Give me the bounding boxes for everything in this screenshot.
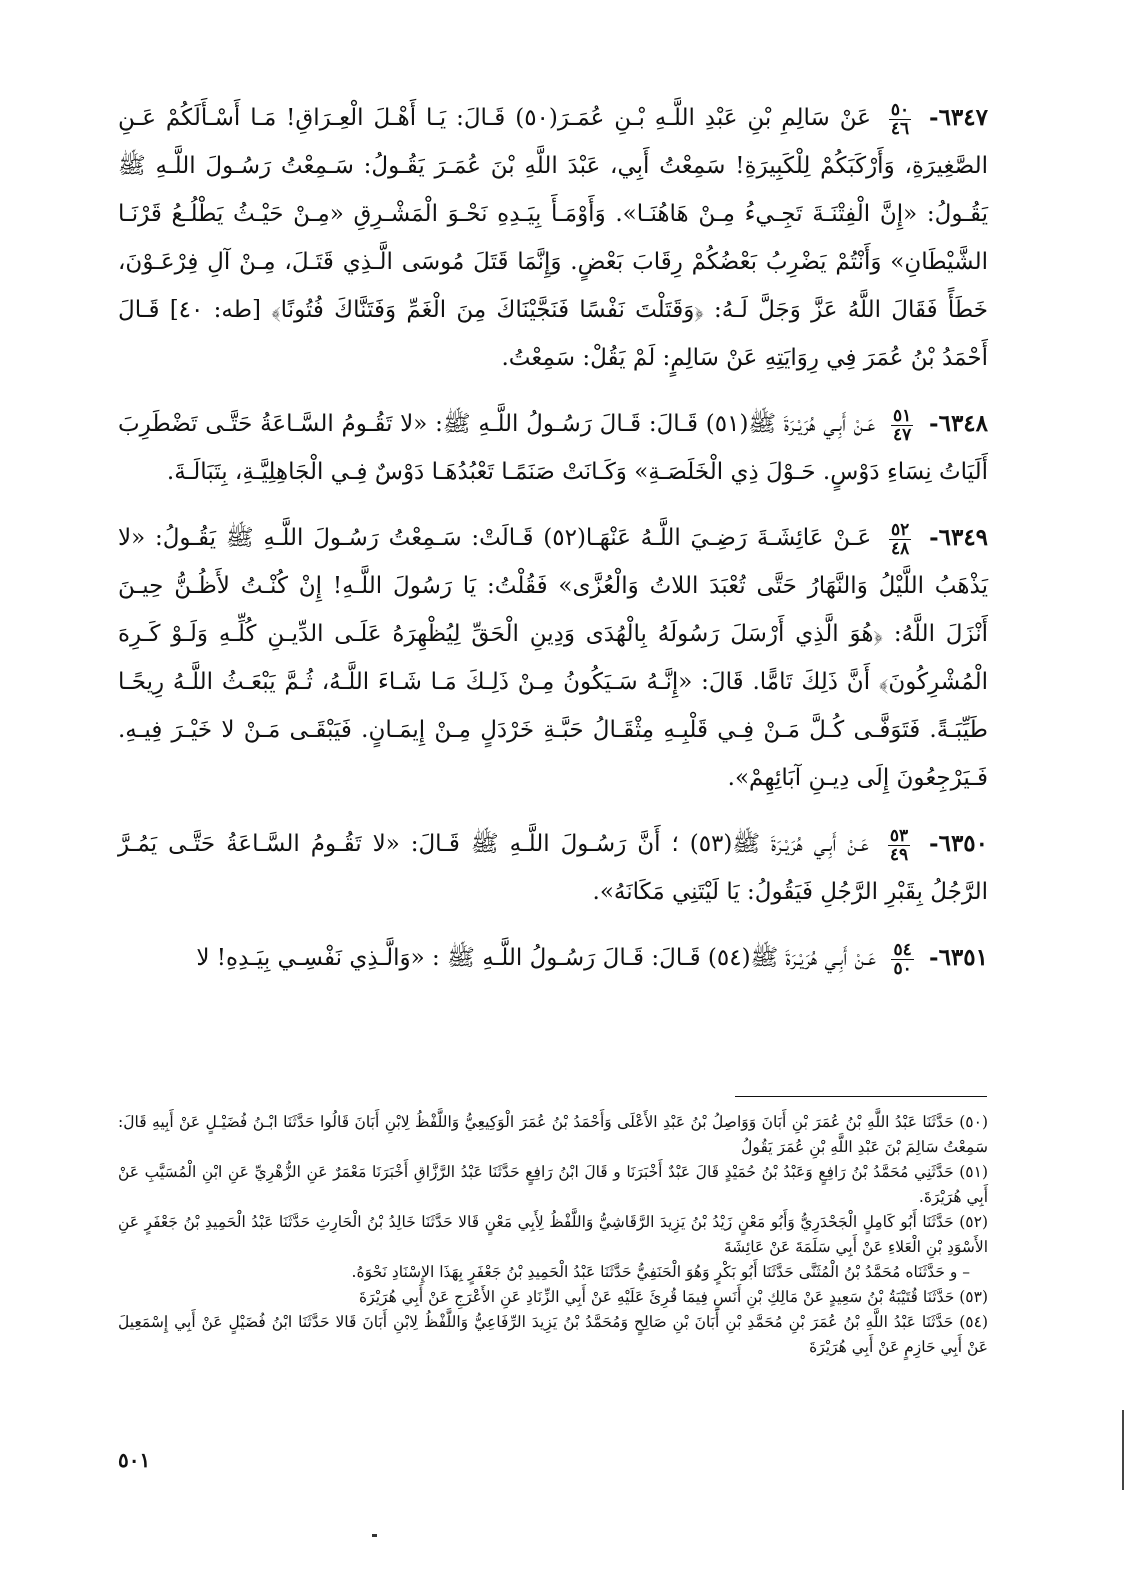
hadith-6349	[118, 514, 988, 802]
hadith-text: عَـنْ أَبِـي هُرَيْـرَةَ ﷺ(٥٣) ؛ أَنَّ رَسُـولَ اللَّـهِ ﷺ قَـالَ: «لا تَقُـومُ السَّـاعَةُ حَتَّـى يَمُـرَّ الرَّجُلُ بِقَبْرِ الرَّجُلِ فَيَقُولُ: يَا لَيْتَنِي مَكَانَهُ».	[118, 831, 988, 905]
footnotes	[118, 1110, 988, 1360]
hadith-body	[118, 94, 988, 1000]
hadith-reference: $\frac{٥٢}{٤٨}$	[891, 519, 910, 559]
hadith-text: عَـنْ أَبِـي هُرَيْـرَةَ ﷺ(٥١) قَـالَ: قَـالَ رَسُـولُ اللَّـهِ ﷺ: «لا تَقُـومُ السَّـاعَةُ حَتَّـى تَضْطَرِبَ أَلَيَاتُ نِسَاءِ دَوْسٍ. حَـوْلَ ذِي الْخَلَصَـةِ» وَكَـانَتْ صَنَمًـا تَعْبُدُهَـا دَوْسٌ فِـي الْجَاهِلِيَّـةِ، بِتَبَالَـةَ.	[118, 411, 988, 485]
hadith-6350	[118, 820, 988, 916]
hadith-number: ٦٣٥٠-	[929, 830, 989, 857]
hadith-text: عَـنْ عَائِشَـةَ رَضِـيَ اللَّـهُ عَنْهَـا(٥٢) قَـالَتْ: سَـمِعْتُ رَسُـولَ اللَّـهِ ﷺ يَقُـولُ: «لا يَذْهَبُ اللَّيْلُ وَالنَّهَارُ حَتَّى تُعْبَدَ اللاتُ وَالْعُزَّى» فَقُلْتُ: يَا رَسُولَ اللَّـهِ! إِنْ كُنْـتُ لأَظُـنُّ حِيـنَ أَنْزَلَ اللَّهُ: ﴿هُوَ الَّذِي أَرْسَلَ رَسُولَهُ بِالْهُدَى وَدِينِ الْحَقِّ لِيُظْهِرَهُ عَلَـى الدِّيـنِ كُلِّـهِ وَلَـوْ كَـرِهَ الْمُشْرِكُونَ﴾ أَنَّ ذَلِكَ تَامًّا. قَالَ: «إِنَّـهُ سَـيَكُونُ مِـنْ ذَلِـكَ مَـا شَـاءَ اللَّـهُ، ثُـمَّ يَبْعَـثُ اللَّـهُ رِيحًـا طَيِّبَـةً. فَتَوَفَّـى كُـلَّ مَـنْ فِـي قَلْبِـهِ مِثْقَـالُ حَبَّـةِ خَرْدَلٍ مِـنْ إِيمَـانٍ. فَيَبْقَـى مَـنْ لا خَيْـرَ فِيـهِ. فَـيَرْجِعُونَ إِلَى دِيـنِ آبَائِهِمْ».	[118, 525, 988, 791]
hadith-reference: $\frac{٥١}{٤٧}$	[893, 405, 912, 445]
page-number: ٥٠١	[118, 1448, 151, 1472]
hadith-reference: $\frac{٥٤}{٥٠}$	[893, 939, 912, 979]
hadith-reference: $\frac{٥٠}{٤٦}$	[890, 99, 910, 139]
hadith-6348	[118, 400, 988, 496]
footnote: – و حَدَّثَنَاه مُحَمَّدُ بْنُ الْمُثَنَّى حَدَّثَنَا أَبُو بَكْرٍ وَهُوَ الْحَنَفِيُّ حَدَّثَنَا عَبْدُ الْحَمِيدِ بْنُ جَعْفَرٍ بِهَذَا الإِسْنَادِ نَحْوَهُ.	[351, 1263, 970, 1281]
hadith-text: عَـنْ أَبِـي هُرَيْـرَةَ ﷺ(٥٤) قَـالَ: قَـالَ رَسُـولُ اللَّـهِ ﷺ : «وَالَّـذِي نَفْسِـي بِيَـدِهِ! لا	[196, 945, 877, 971]
footnote-separator	[735, 1096, 987, 1097]
footnote: (٥٣) حَدَّثَنَا قُتَيْبَةُ بْنُ سَعِيدٍ عَنْ مَالِكِ بْنِ أَنَسٍ فِيمَا قُرِئَ عَلَيْهِ عَنْ أَبِي الزِّنَادِ عَنِ الأَعْرَجِ عَنْ أَبِي هُرَيْرَةَ	[359, 1288, 988, 1306]
scan-mark	[372, 1534, 377, 1537]
hadith-reference: $\frac{٥٣}{٤٩}$	[889, 825, 909, 865]
hadith-number: ٦٣٤٩-	[929, 524, 989, 551]
hadith-text: عَنْ سَالِمِ بْنِ عَبْدِ اللَّـهِ بْـنِ عُمَـرَ(٥٠) قَـالَ: يَـا أَهْـلَ الْعِـرَاقِ! مَـا أَسْـأَلَكُمْ عَـنِ الصَّغِيرَةِ، وَأَرْكَبَكُمْ لِلْكَبِيرَةِ! سَمِعْتُ أَبِي، عَبْدَ اللَّهِ بْنَ عُمَـرَ يَقُـولُ: سَـمِعْتُ رَسُـولَ اللَّـهِ ﷺ يَقُـولُ: «إِنَّ الْفِتْنَـةَ تَجِـيءُ مِـنْ هَاهُنَـا». وَأَوْمَـأَ بِيَـدِهِ نَحْـوَ الْمَشْـرِقِ «مِـنْ حَيْـثُ يَطْلُـعُ قَرْنَـا الشَّيْطَانِ» وَأَنْتُمْ يَضْرِبُ بَعْضُكُمْ رِقَابَ بَعْضٍ. وَإِنَّمَا قَتَلَ مُوسَى الَّـذِي قَتَـلَ، مِـنْ آلِ فِرْعَـوْنَ، خَطَأً فَقَالَ اللَّهُ عَزَّ وَجَلَّ لَـهُ: ﴿وَقَتَلْتَ نَفْسًا فَنَجَّيْنَاكَ مِنَ الْغَمِّ وَفَتَنَّاكَ فُتُونًا﴾ [طه: ٤٠] قَـالَ أَحْمَدُ بْنُ عُمَرَ فِي رِوَايَتِهِ عَنْ سَالِمٍ: لَمْ يَقُلْ: سَمِعْتُ.	[118, 105, 988, 371]
footnote: (٥٤) حَدَّثَنَا عَبْدُ اللَّهِ بْنُ عُمَرَ بْنِ مُحَمَّدِ بْنِ أَبَانَ بْنِ صَالِحٍ وَمُحَمَّدُ بْنُ يَزِيدَ الرِّفَاعِيُّ وَاللَّفْظُ لِابْنِ أَبَانَ قَالا حَدَّثَنَا ابْنُ فُضَيْلٍ عَنْ أَبِي إِسْمَعِيلَ عَنْ أَبِي حَازِمٍ عَنْ أَبِي هُرَيْرَةَ	[118, 1313, 988, 1356]
footnote: (٥٢) حَدَّثَنَا أَبُو كَامِلٍ الْجَحْدَرِيُّ وَأَبُو مَعْنٍ زَيْدُ بْنُ يَزِيدَ الرَّقَاشِيُّ وَاللَّفْظُ لِأَبِي مَعْنٍ قَالا حَدَّثَنَا خَالِدُ بْنُ الْحَارِثِ حَدَّثَنَا عَبْدُ الْحَمِيدِ بْنُ جَعْفَرٍ عَنِ الأَسْوَدِ بْنِ الْعَلاءِ عَنْ أَبِي سَلَمَةَ عَنْ عَائِشَةَ	[118, 1213, 988, 1256]
scan-edge-mark	[1122, 1410, 1124, 1490]
hadith-number: ٦٣٥١-	[929, 944, 988, 971]
footnote: (٥١) حَدَّثَنِي مُحَمَّدُ بْنُ رَافِعٍ وَعَبْدُ بْنُ حُمَيْدٍ قَالَ عَبْدٌ أَخْبَرَنَا و قَالَ ابْنُ رَافِعٍ حَدَّثَنَا عَبْدُ الرَّزَّاقِ أَخْبَرَنَا مَعْمَرٌ عَنِ الزُّهْرِيِّ عَنِ ابْنِ الْمُسَيَّبِ عَنْ أَبِي هُرَيْرَةَ.	[118, 1163, 988, 1206]
hadith-6347	[118, 94, 988, 382]
hadith-number: ٦٣٤٨-	[929, 410, 989, 437]
hadith-6351	[118, 934, 988, 982]
footnote: (٥٠) حَدَّثَنَا عَبْدُ اللَّهِ بْنُ عُمَرَ بْنِ أَبَانَ وَوَاصِلُ بْنُ عَبْدِ الأَعْلَى وَأَحْمَدُ بْنُ عُمَرَ الْوَكِيعِيُّ وَاللَّفْظُ لِابْنِ أَبَانَ قَالُوا حَدَّثَنَا ابْـنُ فُضَيْـلٍ عَنْ أَبِيهِ قَالَ: سَمِعْتُ سَالِمَ بْنَ عَبْدِ اللَّهِ بْنِ عُمَرَ يَقُولُ	[118, 1113, 988, 1156]
hadith-number: ٦٣٤٧-	[929, 104, 988, 131]
